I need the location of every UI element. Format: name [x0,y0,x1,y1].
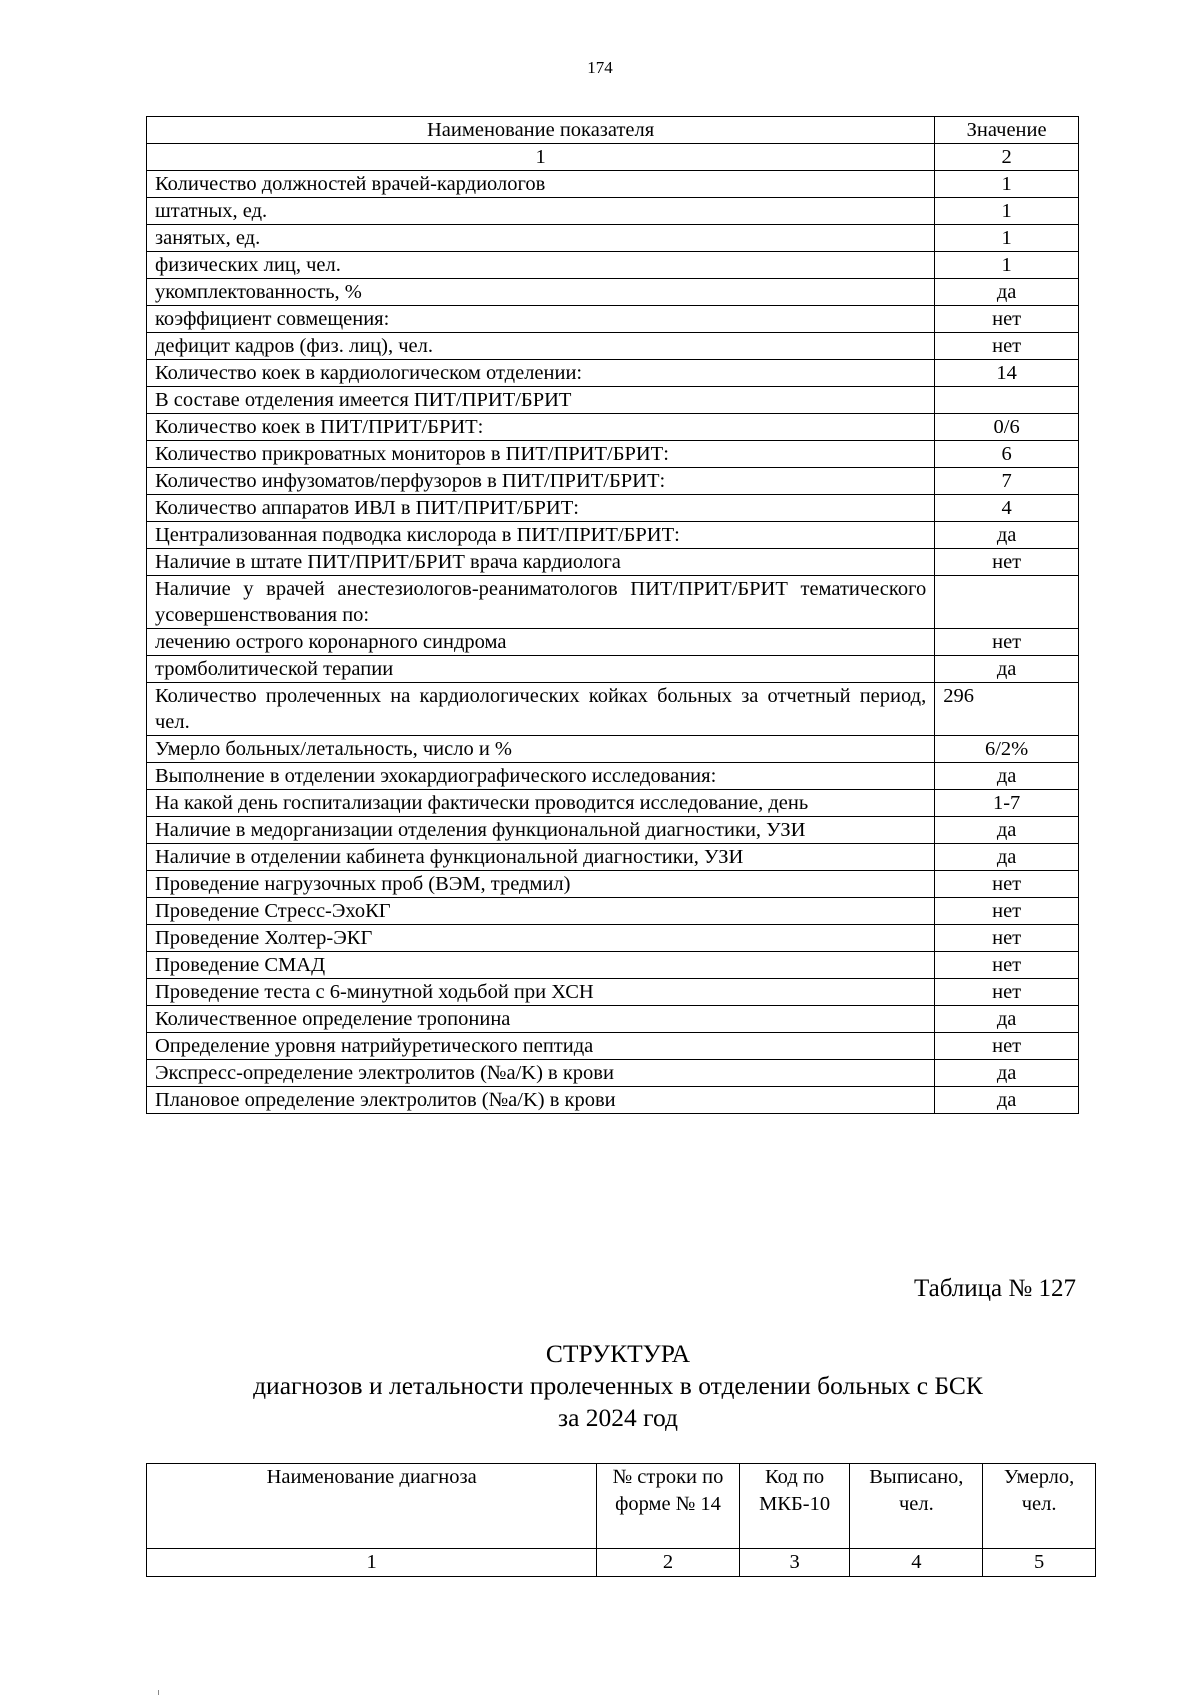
title-line: за 2024 год [558,1403,678,1432]
document-title [0,1338,1200,1434]
indicator-value-cell: 6 [935,441,1079,468]
table-row [147,360,1079,387]
table-row [147,844,1079,871]
column-number-cell: 2 [935,144,1079,171]
indicator-value-cell: нет [935,333,1079,360]
table-row [147,279,1079,306]
indicator-value-cell: нет [935,925,1079,952]
column-number-cell: 3 [739,1549,850,1577]
indicator-value-cell: 1 [935,198,1079,225]
title-line: диагнозов и летальности пролеченных в отделении больных с БСК [253,1371,983,1400]
indicator-name-cell: Наличие в штате ПИТ/ПРИТ/БРИТ врача кардиолога [147,549,935,576]
indicator-value-cell: да [935,844,1079,871]
table-row [147,1060,1079,1087]
table-row [147,576,1079,629]
table-header-row [147,117,1079,144]
table-row [147,1006,1079,1033]
indicator-value-cell: 296 [935,683,1079,736]
indicator-value-cell: 14 [935,360,1079,387]
indicator-name-cell: Количество пролеченных на кардиологических койках больных за отчетный период, чел. [147,683,935,736]
indicator-name-cell: Количество коек в кардиологическом отделении: [147,360,935,387]
table-row [147,414,1079,441]
indicator-value-cell: 6/2% [935,736,1079,763]
indicator-value-cell: да [935,1060,1079,1087]
indicator-name-cell: Количество аппаратов ИВЛ в ПИТ/ПРИТ/БРИТ: [147,495,935,522]
indicator-name-cell: Количество коек в ПИТ/ПРИТ/БРИТ: [147,414,935,441]
indicator-name-cell: Централизованная подводка кислорода в ПИТ/ПРИТ/БРИТ: [147,522,935,549]
indicator-value-cell: да [935,656,1079,683]
indicator-value-cell: нет [935,979,1079,1006]
column-number-cell: 1 [147,144,935,171]
table-row [147,925,1079,952]
table-row [147,549,1079,576]
indicator-name-cell: лечению острого коронарного синдрома [147,629,935,656]
table-header-row [147,1464,1096,1549]
indicator-name-cell: Экспресс-определение электролитов (№a/K) в крови [147,1060,935,1087]
table-row [147,468,1079,495]
indicator-name-cell: Умерло больных/летальность, число и % [147,736,935,763]
table-row [147,1087,1079,1114]
indicator-name-cell: Наличие в медорганизации отделения функциональной диагностики, УЗИ [147,817,935,844]
table-row [147,198,1079,225]
indicator-name-cell: физических лиц, чел. [147,252,935,279]
indicator-value-cell: 4 [935,495,1079,522]
column-number-cell: 5 [983,1549,1096,1577]
indicator-name-cell: Количество должностей врачей-кардиологов [147,171,935,198]
indicator-name-cell: штатных, ед. [147,198,935,225]
table-row [147,171,1079,198]
indicator-name-cell: Плановое определение электролитов (№a/K) в крови [147,1087,935,1114]
table-row [147,817,1079,844]
indicator-value-cell: нет [935,1033,1079,1060]
indicator-value-cell: да [935,763,1079,790]
indicator-name-cell: На какой день госпитализации фактически проводится исследование, день [147,790,935,817]
header-cell-died: Умерло, чел. [983,1464,1096,1549]
header-cell-diagnosis: Наименование диагноза [147,1464,597,1549]
table-row [147,952,1079,979]
header-cell-discharged: Выписано, чел. [850,1464,983,1549]
indicator-value-cell: нет [935,952,1079,979]
indicator-value-cell: да [935,817,1079,844]
scan-mark [158,1690,159,1695]
indicator-value-cell: да [935,522,1079,549]
table-row [147,252,1079,279]
indicator-name-cell: Наличие в отделении кабинета функциональной диагностики, УЗИ [147,844,935,871]
diagnosis-structure-table [146,1463,1096,1577]
indicator-name-cell: тромболитической терапии [147,656,935,683]
table-row [147,871,1079,898]
table-row [147,683,1079,736]
indicator-name-cell: Проведение Холтер-ЭКГ [147,925,935,952]
indicator-name-cell: занятых, ед. [147,225,935,252]
indicators-table [146,116,1079,1114]
table-row [147,522,1079,549]
indicator-name-cell: Проведение СМАД [147,952,935,979]
indicator-name-cell: В составе отделения имеется ПИТ/ПРИТ/БРИТ [147,387,935,414]
column-number-cell: 2 [597,1549,739,1577]
indicator-value-cell [935,576,1079,629]
header-cell-value: Значение [935,117,1079,144]
table-row [147,225,1079,252]
table-row [147,629,1079,656]
table-row [147,763,1079,790]
table-row [147,979,1079,1006]
column-number-row [147,1549,1096,1577]
header-cell-name: Наименование показателя [147,117,935,144]
indicator-value-cell: 1 [935,225,1079,252]
indicator-value-cell [935,387,1079,414]
indicator-value-cell: нет [935,871,1079,898]
page-number: 174 [587,58,613,77]
table-row [147,495,1079,522]
table-row [147,441,1079,468]
indicator-value-cell: да [935,279,1079,306]
indicator-value-cell: 1 [935,252,1079,279]
table-row [147,656,1079,683]
column-number-cell: 4 [850,1549,983,1577]
indicator-value-cell: да [935,1087,1079,1114]
indicator-name-cell: Количество инфузоматов/перфузоров в ПИТ/ПРИТ/БРИТ: [147,468,935,495]
indicator-name-cell: Наличие у врачей анестезиологов-реаниматологов ПИТ/ПРИТ/БРИТ тематического усовершенствования по: [147,576,935,629]
title-line: СТРУКТУРА [545,1339,691,1368]
table-row [147,333,1079,360]
indicator-name-cell: дефицит кадров (физ. лиц), чел. [147,333,935,360]
indicator-name-cell: укомплектованность, % [147,279,935,306]
table-row [147,898,1079,925]
indicator-name-cell: Проведение теста с 6-минутной ходьбой при ХСН [147,979,935,1006]
indicator-name-cell: Количественное определение тропонина [147,1006,935,1033]
column-number-cell: 1 [147,1549,597,1577]
indicator-value-cell: 1 [935,171,1079,198]
table-caption: Таблица № 127 [913,1275,1076,1302]
header-cell-row-number: № строки по форме № 14 [597,1464,739,1549]
indicator-name-cell: Проведение нагрузочных проб (ВЭМ, тредмил) [147,871,935,898]
table-row [147,1033,1079,1060]
indicator-name-cell: Количество прикроватных мониторов в ПИТ/ПРИТ/БРИТ: [147,441,935,468]
indicator-value-cell: нет [935,306,1079,333]
table-row [147,790,1079,817]
indicator-name-cell: Проведение Стресс-ЭхоКГ [147,898,935,925]
indicator-value-cell: 7 [935,468,1079,495]
indicator-value-cell: нет [935,549,1079,576]
indicator-value-cell: нет [935,898,1079,925]
indicator-name-cell: Определение уровня натрийуретического пептида [147,1033,935,1060]
indicator-name-cell: коэффициент совмещения: [147,306,935,333]
table-row [147,387,1079,414]
indicator-name-cell: Выполнение в отделении эхокардиографического исследования: [147,763,935,790]
indicator-value-cell: нет [935,629,1079,656]
table-row [147,306,1079,333]
indicator-value-cell: 0/6 [935,414,1079,441]
header-cell-icd-code: Код по МКБ-10 [739,1464,850,1549]
indicator-value-cell: 1-7 [935,790,1079,817]
column-number-row [147,144,1079,171]
table-row [147,736,1079,763]
indicator-value-cell: да [935,1006,1079,1033]
